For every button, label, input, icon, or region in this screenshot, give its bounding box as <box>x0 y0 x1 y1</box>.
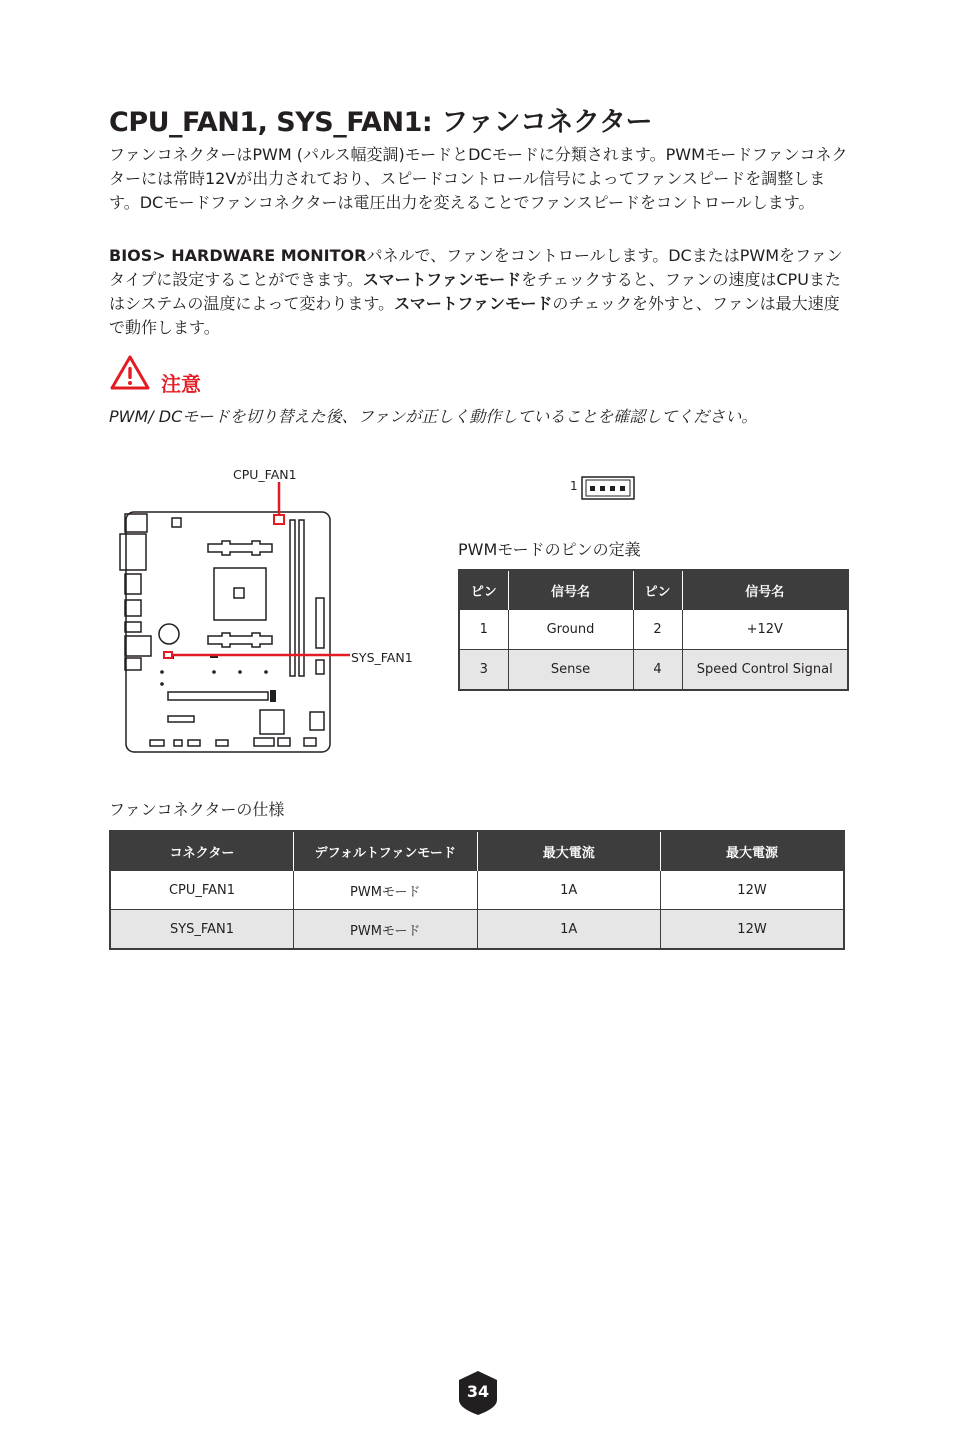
table-cell: Ground <box>508 610 633 650</box>
bios-text-3: のチェックを外すと、ファンは最大速度で動作します。 <box>109 294 840 337</box>
bios-text-2: をチェックすると、ファンの速度はCPUまたはシステムの温度によって変わります。 <box>109 270 841 313</box>
caution-label: 注意 <box>161 372 201 396</box>
pin-table-header: ピン <box>633 570 682 610</box>
table-row <box>110 871 844 910</box>
fan-connector-icon <box>581 476 637 502</box>
pin-table-caption: PWMモードのピンの定義 <box>458 540 641 559</box>
table-cell: 1 <box>459 610 508 650</box>
fan-spec-table <box>109 830 845 950</box>
table-row <box>459 610 848 650</box>
spec-table-header: コネクター <box>110 831 294 871</box>
table-cell: SYS_FAN1 <box>110 910 294 950</box>
caution-text: PWM/ DCモードを切り替えた後、ファンが正しく動作していることを確認してください。 <box>109 407 758 426</box>
spec-table-header: 最大電源 <box>661 831 845 871</box>
table-cell: 1A <box>477 871 661 910</box>
bios-text-1: パネルで、ファンをコントロールします。DCまたはPWMをファンタイプに設定することができます。 <box>109 246 843 289</box>
table-cell: 1A <box>477 910 661 950</box>
motherboard-diagram <box>110 462 430 762</box>
table-cell: CPU_FAN1 <box>110 871 294 910</box>
pin-table-header: ピン <box>459 570 508 610</box>
sys-fan-label: SYS_FAN1 <box>351 650 413 665</box>
page-title: CPU_FAN1, SYS_FAN1: ファンコネクター <box>109 107 652 138</box>
table-cell: 4 <box>633 650 682 691</box>
smart-fan-mode-2: スマートファンモード <box>394 294 553 313</box>
table-cell: 12W <box>661 871 845 910</box>
table-cell: Sense <box>508 650 633 691</box>
spec-table-caption: ファンコネクターの仕様 <box>109 800 285 819</box>
spec-table-header: 最大電流 <box>477 831 661 871</box>
smart-fan-mode-1: スマートファンモード <box>362 270 522 289</box>
pin-table-header: 信号名 <box>682 570 848 610</box>
table-cell: PWMモード <box>294 910 478 950</box>
pin-table-header: 信号名 <box>508 570 633 610</box>
pin-1-label: 1 <box>570 479 578 493</box>
pin-definition-table <box>458 569 849 691</box>
intro-paragraph: ファンコネクターはPWM (パルス幅変調)モードとDCモードに分類されます。PWMモードファンコネクターには常時12Vが出力されており、スピードコントロール信号によってファンスピードを調整します。DCモードファンコネクターは電圧出力を変えることでファンスピードをコントロールします。 <box>109 145 848 212</box>
table-cell: +12V <box>682 610 848 650</box>
table-cell: 12W <box>661 910 845 950</box>
table-cell: Speed Control Signal <box>682 650 848 691</box>
bios-path: BIOS> HARDWARE MONITOR <box>109 246 367 265</box>
table-cell: 3 <box>459 650 508 691</box>
table-cell: 2 <box>633 610 682 650</box>
page-number: 34 <box>466 1382 490 1401</box>
table-cell: PWMモード <box>294 871 478 910</box>
bios-paragraph <box>109 244 849 340</box>
table-row <box>110 910 844 950</box>
spec-table-header: デフォルトファンモード <box>294 831 478 871</box>
cpu-fan-label: CPU_FAN1 <box>233 467 297 482</box>
warning-icon <box>110 355 150 391</box>
table-row <box>459 650 848 691</box>
